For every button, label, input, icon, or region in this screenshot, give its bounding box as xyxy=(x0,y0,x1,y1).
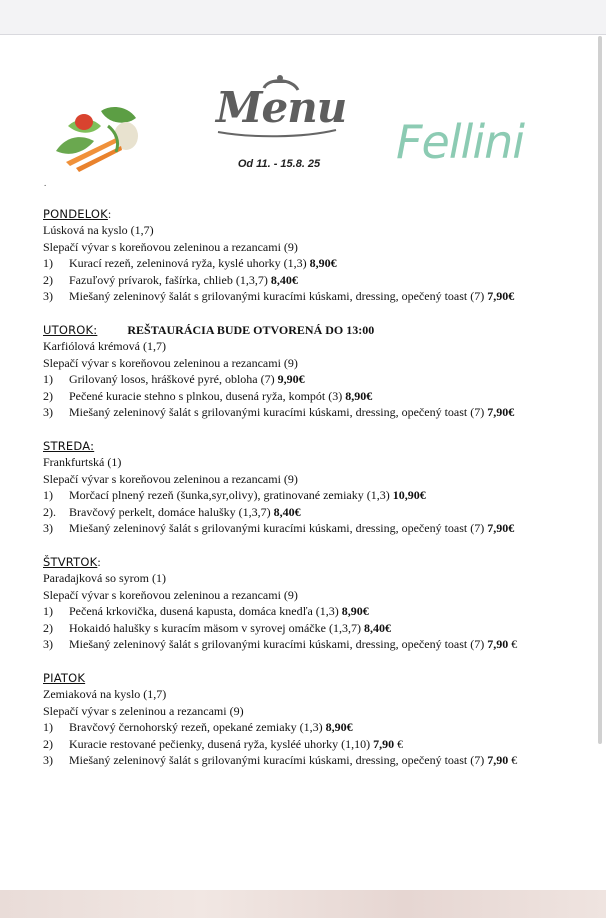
item-number: 2) xyxy=(43,388,53,403)
item-number: 3) xyxy=(43,405,53,420)
menu-item xyxy=(43,520,583,536)
menu-item xyxy=(43,371,583,387)
item-price: 8,40€ xyxy=(270,272,298,287)
bottom-image-strip xyxy=(0,884,606,918)
item-price: 9,90€ xyxy=(277,372,305,387)
soup-line: Slepačí vývar s koreňovou zeleninou a rezancami (9) xyxy=(43,355,298,370)
day-name-suffix: : xyxy=(107,207,112,221)
item-text: Pečené kuracie stehno s plnkou, dusená ryža, kompót (3) xyxy=(69,388,346,403)
item-price: 8,90€ xyxy=(345,388,373,403)
scrollbar[interactable] xyxy=(598,36,602,744)
item-text: Pečená krkovička, dusená kapusta, domáca knedľa (1,3) xyxy=(69,604,342,619)
item-price-suffix: € xyxy=(508,637,518,652)
item-number: 2) xyxy=(43,736,53,751)
menu-item xyxy=(43,736,583,752)
item-price: 7,90€ xyxy=(487,521,515,536)
item-price: 8,40€ xyxy=(363,620,391,635)
item-text: Kurací rezeň, zeleninová ryža, kyslé uhorky (1,3) xyxy=(69,256,310,271)
item-number: 3) xyxy=(43,521,53,536)
item-number: 1) xyxy=(43,488,53,503)
item-number: 1) xyxy=(43,256,53,271)
soup-line: Slepačí vývar s zeleninou a rezancami (9) xyxy=(43,703,244,718)
item-text: Miešaný zeleninový šalát s grilovanými kuracími kúskami, dressing, opečený toast (7) xyxy=(69,521,488,536)
item-number: 2) xyxy=(43,620,53,635)
day-name-suffix: : xyxy=(97,555,101,569)
soup-line: Slepačí vývar s koreňovou zeleninou a rezancami (9) xyxy=(43,239,298,254)
item-price: 8,90€ xyxy=(325,720,353,735)
item-text: Fazuľový prívarok, fašírka, chlieb (1,3,7) xyxy=(69,272,271,287)
item-text: Miešaný zeleninový šalát s grilovanými kuracími kúskami, dressing, opečený toast (7) xyxy=(69,753,488,768)
item-price: 8,90€ xyxy=(309,256,337,271)
day-name: ŠTVRTOK xyxy=(43,555,98,569)
menu-item xyxy=(43,620,583,636)
item-text: Kuracie restované pečienky, dusená ryža, kysléé uhorky (1,10) xyxy=(69,736,374,751)
day-name: STREDA: xyxy=(43,439,95,453)
menu-item xyxy=(43,404,583,420)
item-text: Hokaidó halušky s kuracím mäsom v syrovej omáčke (1,3,7) xyxy=(69,620,364,635)
soup-line: Slepačí vývar s koreňovou zeleninou a rezancami (9) xyxy=(43,587,298,602)
item-number: 3) xyxy=(43,753,53,768)
day-monday xyxy=(43,206,583,304)
menu-item xyxy=(43,487,583,503)
item-price: 7,90€ xyxy=(487,405,515,420)
day-wednesday xyxy=(43,438,583,536)
day-friday xyxy=(43,670,583,768)
day-name: UTOROK: xyxy=(43,323,98,337)
item-number: 2). xyxy=(43,504,56,519)
item-price: 8,40€ xyxy=(273,504,301,519)
item-text: Morčací plnený rezeň (šunka,syr,olivy), gratinované zemiaky (1,3) xyxy=(69,488,393,503)
item-number: 3) xyxy=(43,289,53,304)
item-text: Miešaný zeleninový šalát s grilovanými kuracími kúskami, dressing, opečený toast (7) xyxy=(69,289,488,304)
day-tuesday xyxy=(43,322,583,420)
item-text: Grilovaný losos, hráškové pyré, obloha (7) xyxy=(69,372,278,387)
item-price: 8,90€ xyxy=(341,604,369,619)
menu-item xyxy=(43,752,583,768)
soup-line: Slepačí vývar s koreňovou zeleninou a rezancami (9) xyxy=(43,471,298,486)
item-number: 1) xyxy=(43,720,53,735)
soup-line: Paradajková so syrom (1) xyxy=(43,571,166,586)
menu-item xyxy=(43,719,583,735)
item-price: 7,90€ xyxy=(487,289,515,304)
soup-line: Lúsková na kyslo (1,7) xyxy=(43,223,154,238)
day-name: PONDELOK xyxy=(43,207,108,221)
menu-item xyxy=(43,272,583,288)
menu-item xyxy=(43,255,583,271)
item-price: 7,90 xyxy=(487,753,509,768)
vegetables-illustration xyxy=(46,96,146,176)
menu-item xyxy=(43,388,583,404)
item-number: 3) xyxy=(43,637,53,652)
browser-top-bar xyxy=(0,0,606,35)
item-number: 1) xyxy=(43,604,53,619)
menu-title: Menu xyxy=(216,83,347,132)
item-number: 1) xyxy=(43,372,53,387)
item-text: Miešaný zeleninový šalát s grilovanými kuracími kúskami, dressing, opečený toast (7) xyxy=(69,405,488,420)
item-text: Miešaný zeleninový šalát s grilovanými kuracími kúskami, dressing, opečený toast (7) xyxy=(69,637,488,652)
soup-line: Karfiólová krémová (1,7) xyxy=(43,339,166,354)
item-price: 7,90 xyxy=(373,736,395,751)
item-price-suffix: € xyxy=(508,753,518,768)
menu-item xyxy=(43,603,583,619)
day-thursday xyxy=(43,554,583,652)
closing-note: REŠTAURÁCIA BUDE OTVORENÁ DO 13:00 xyxy=(127,323,375,337)
menu-item xyxy=(43,504,583,520)
soup-line: Frankfurtská (1) xyxy=(43,455,122,470)
item-text: Bravčový perkelt, domáce halušky (1,3,7) xyxy=(69,504,274,519)
item-price: 10,90€ xyxy=(392,488,426,503)
item-number: 2) xyxy=(43,272,53,287)
soup-line: Zemiaková na kyslo (1,7) xyxy=(43,687,167,702)
item-price-suffix: € xyxy=(394,736,404,751)
item-price: 7,90 xyxy=(487,637,509,652)
item-text: Bravčový černohorský rezeň, opekané zemiaky (1,3) xyxy=(69,720,326,735)
day-name: PIATOK xyxy=(43,671,86,685)
menu-item xyxy=(43,636,583,652)
menu-item xyxy=(43,288,583,304)
menu-dates: Od 11. - 15.8. 25 xyxy=(237,158,321,170)
dot: . xyxy=(44,178,47,188)
brand-name: Fellini xyxy=(396,115,525,169)
